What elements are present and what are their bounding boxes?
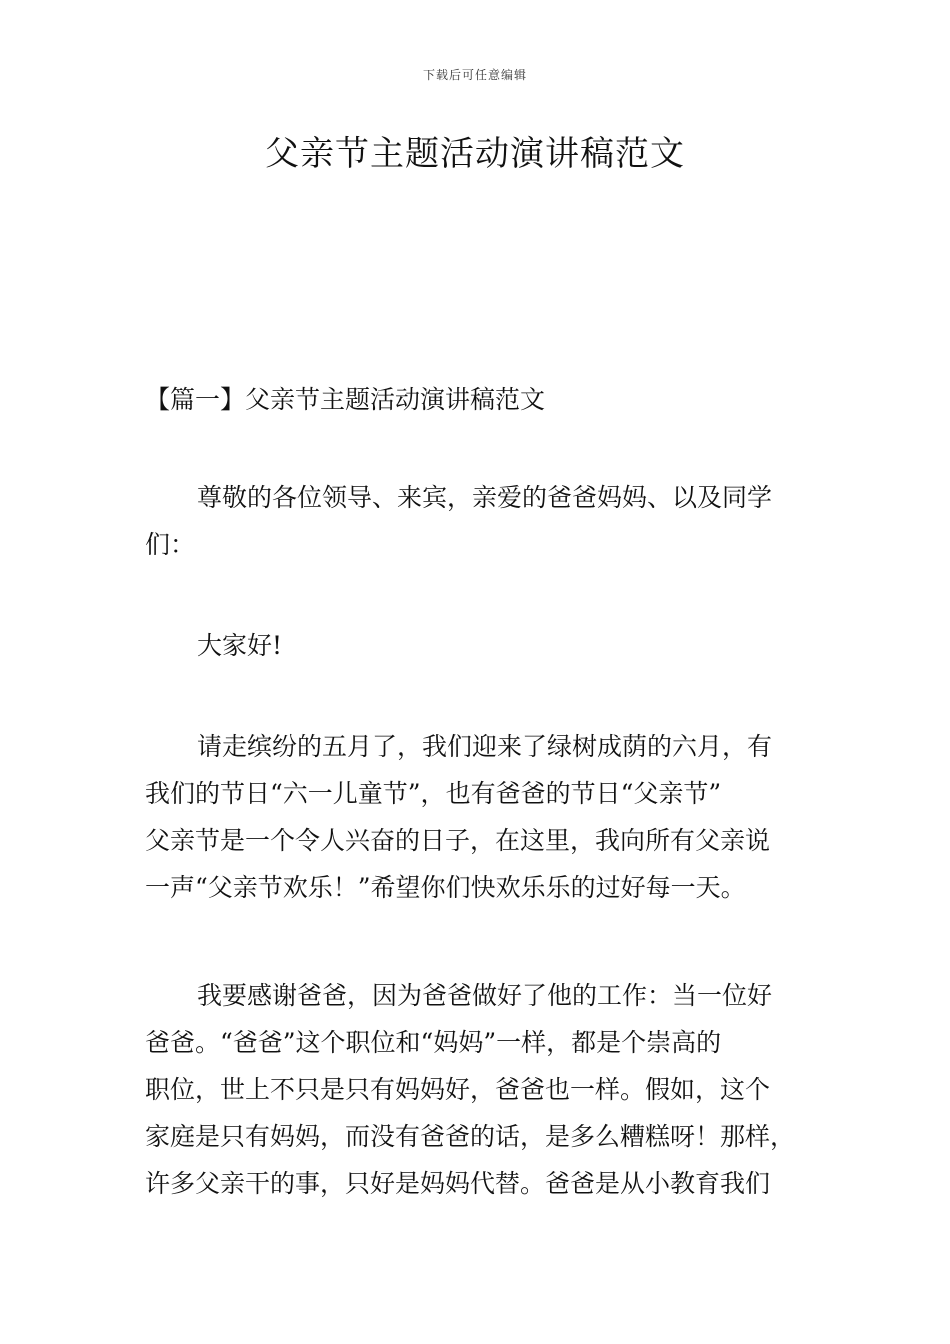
- paragraph-line: 许多父亲干的事，只好是妈妈代替。爸爸是从小教育我们: [145, 1169, 771, 1198]
- paragraph-hello: [145, 622, 825, 669]
- paragraph-line: 职位，世上不只是只有妈妈好，爸爸也一样。假如，这个: [145, 1075, 771, 1104]
- paragraph-thanks-dad: [145, 972, 825, 1207]
- document-title: 父亲节主题活动演讲稿范文: [265, 134, 685, 174]
- paragraph-fathers-day: [145, 723, 825, 911]
- paragraph-line: 大家好!: [197, 631, 283, 660]
- paragraph-line: 尊敬的各位领导、来宾，亲爱的爸爸妈妈、以及同学: [197, 483, 773, 512]
- paragraph-line: 请走缤纷的五月了，我们迎来了绿树成荫的六月，有: [197, 732, 773, 761]
- paragraph-line: 我要感谢爸爸，因为爸爸做好了他的工作：当一位好: [197, 981, 773, 1010]
- paragraph-line: 们：: [145, 530, 196, 559]
- paragraph-line: 我们的节日“六一儿童节”，也有爸爸的节日“父亲节”: [145, 779, 722, 808]
- header-note: 下载后可任意编辑: [422, 68, 527, 82]
- section-heading: 【篇一】父亲节主题活动演讲稿范文: [145, 385, 546, 414]
- paragraph-greeting: [145, 474, 825, 568]
- paragraph-line: 父亲节是一个令人兴奋的日子，在这里，我向所有父亲说: [145, 826, 771, 855]
- paragraph-line: 爸爸。“爸爸”这个职位和“妈妈”一样，都是个崇高的: [145, 1028, 722, 1057]
- paragraph-line: 家庭是只有妈妈，而没有爸爸的话，是多么糟糕呀！那样，: [145, 1122, 796, 1151]
- paragraph-line: 一声“父亲节欢乐！”希望你们快欢乐乐的过好每一天。: [145, 873, 746, 902]
